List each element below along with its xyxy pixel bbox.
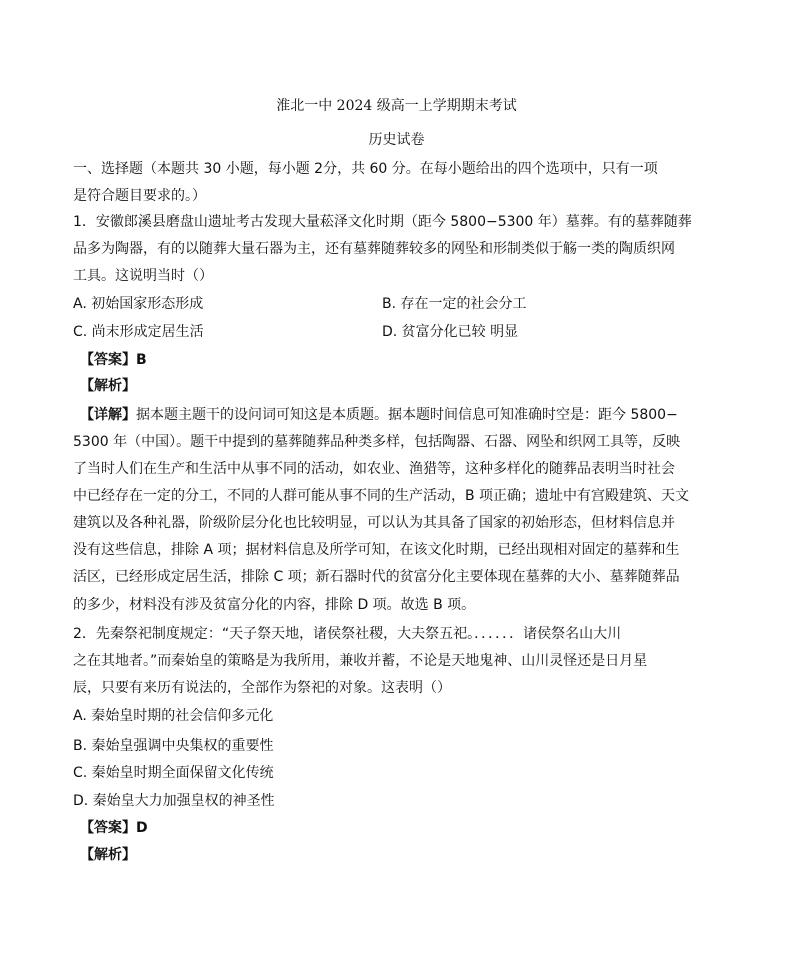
q1-detail-line-6: 没有这些信息，排除 A 项；据材料信息及所学可知，在该文化时期，已经出现相对固定的墓葬和生: [73, 542, 680, 558]
q1-option-a: A. 初始国家形态形成: [73, 296, 204, 312]
q1-detail-line-7: 活区，已经形成定居生活，排除 C 项；新石器时代的贫富分化主要体现在墓葬的大小、墓葬随葬品: [73, 569, 680, 585]
q1-detail-line-2: 5300 年（中国）。题干中提到的墓葬随葬品种类多样，包括陶器、石器、网坠和织网工具等，反映: [73, 434, 681, 450]
q2-stem-line-3: 辰，只要有来历有说法的，全部作为祭祀的对象。这表明（）: [73, 680, 451, 696]
q1-detail-tag: 【详解】: [80, 407, 136, 423]
q2-option-c: C. 秦始皇时期全面保留文化传统: [73, 765, 274, 781]
q2-analysis-tag: 【解析】: [80, 847, 136, 863]
q1-option-c: C. 尚末形成定居生活: [73, 324, 204, 340]
q1-detail-line-1: [80, 405, 678, 425]
q1-detail-line-5: 建筑以及各种礼器，阶级阶层分化也比较明显，可以认为其具备了国家的初始形态，但材料信息并: [73, 515, 675, 531]
q2-option-a: A. 秦始皇时期的社会信仰多元化: [73, 708, 274, 724]
q1-detail-line-4: 中已经存在一定的分工，不同的人群可能从事不同的生产活动，B 项正确；遗址中有宫殿建筑、天文: [73, 488, 690, 504]
q1-answer: [80, 350, 147, 370]
section-instructions-line-1: 一、选择题（本题共 30 小题，每小题 2分，共 60 分。在每小题给出的四个选项中，只有一项: [73, 161, 658, 177]
section-instructions-line-2: 是符合题目要求的。）: [73, 188, 206, 204]
q2-stem-line-1: 2．先秦祭祀制度规定：“天子祭天地，诸侯祭社稷，大夫祭五祀。．．．．．．诸侯祭名山大川: [73, 626, 622, 642]
q2-option-b: B. 秦始皇强调中央集权的重要性: [73, 738, 274, 754]
q1-stem-line-3: 工具。这说明当时（）: [73, 268, 213, 284]
q1-stem-line-2: 品多为陶器，有的以随葬大量石器为主，还有墓葬随葬较多的网坠和形制类似于觞一类的陶质织网: [73, 241, 675, 257]
q1-detail-text-1: 据本题主题干的设问词可知这是本质题。据本题时间信息可知准确时空是：距今 5800−: [136, 407, 678, 423]
q2-answer-tag: 【答案】: [80, 820, 136, 836]
q1-answer-value: B: [136, 352, 147, 368]
q2-answer: [80, 818, 148, 838]
q1-analysis-tag: 【解析】: [80, 378, 136, 394]
q1-stem-line-1: 1．安徽郎溪县磨盘山遗址考古发现大量菘泽文化时期（距今 5800−5300 年）墓葬。有的墓葬随葬: [73, 214, 692, 230]
q2-option-d: D. 秦始皇大力加强皇权的神圣性: [73, 793, 275, 809]
q1-detail-line-8: 的多少，材料没有涉及贫富分化的内容，排除 D 项。故选 B 项。: [73, 597, 476, 613]
q1-detail-line-3: 了当时人们在生产和生活中从事不同的活动，如农业、渔猎等，这种多样化的随葬品表明当时社会: [73, 461, 675, 477]
q2-answer-value: D: [136, 820, 148, 836]
q2-stem-line-2: 之在其地者。”而秦始皇的策略是为我所用，兼收并蓄，不论是天地鬼神、山川灵怪还是日月星: [73, 653, 648, 669]
q1-answer-tag: 【答案】: [80, 352, 136, 368]
q1-option-b: B. 存在一定的社会分工: [382, 296, 527, 312]
exam-title: 淮北一中 2024 级高一上学期期末考试: [276, 98, 517, 114]
q1-option-d: D. 贫富分化已较 明显: [382, 324, 519, 340]
exam-subject: 历史试卷: [368, 132, 425, 148]
